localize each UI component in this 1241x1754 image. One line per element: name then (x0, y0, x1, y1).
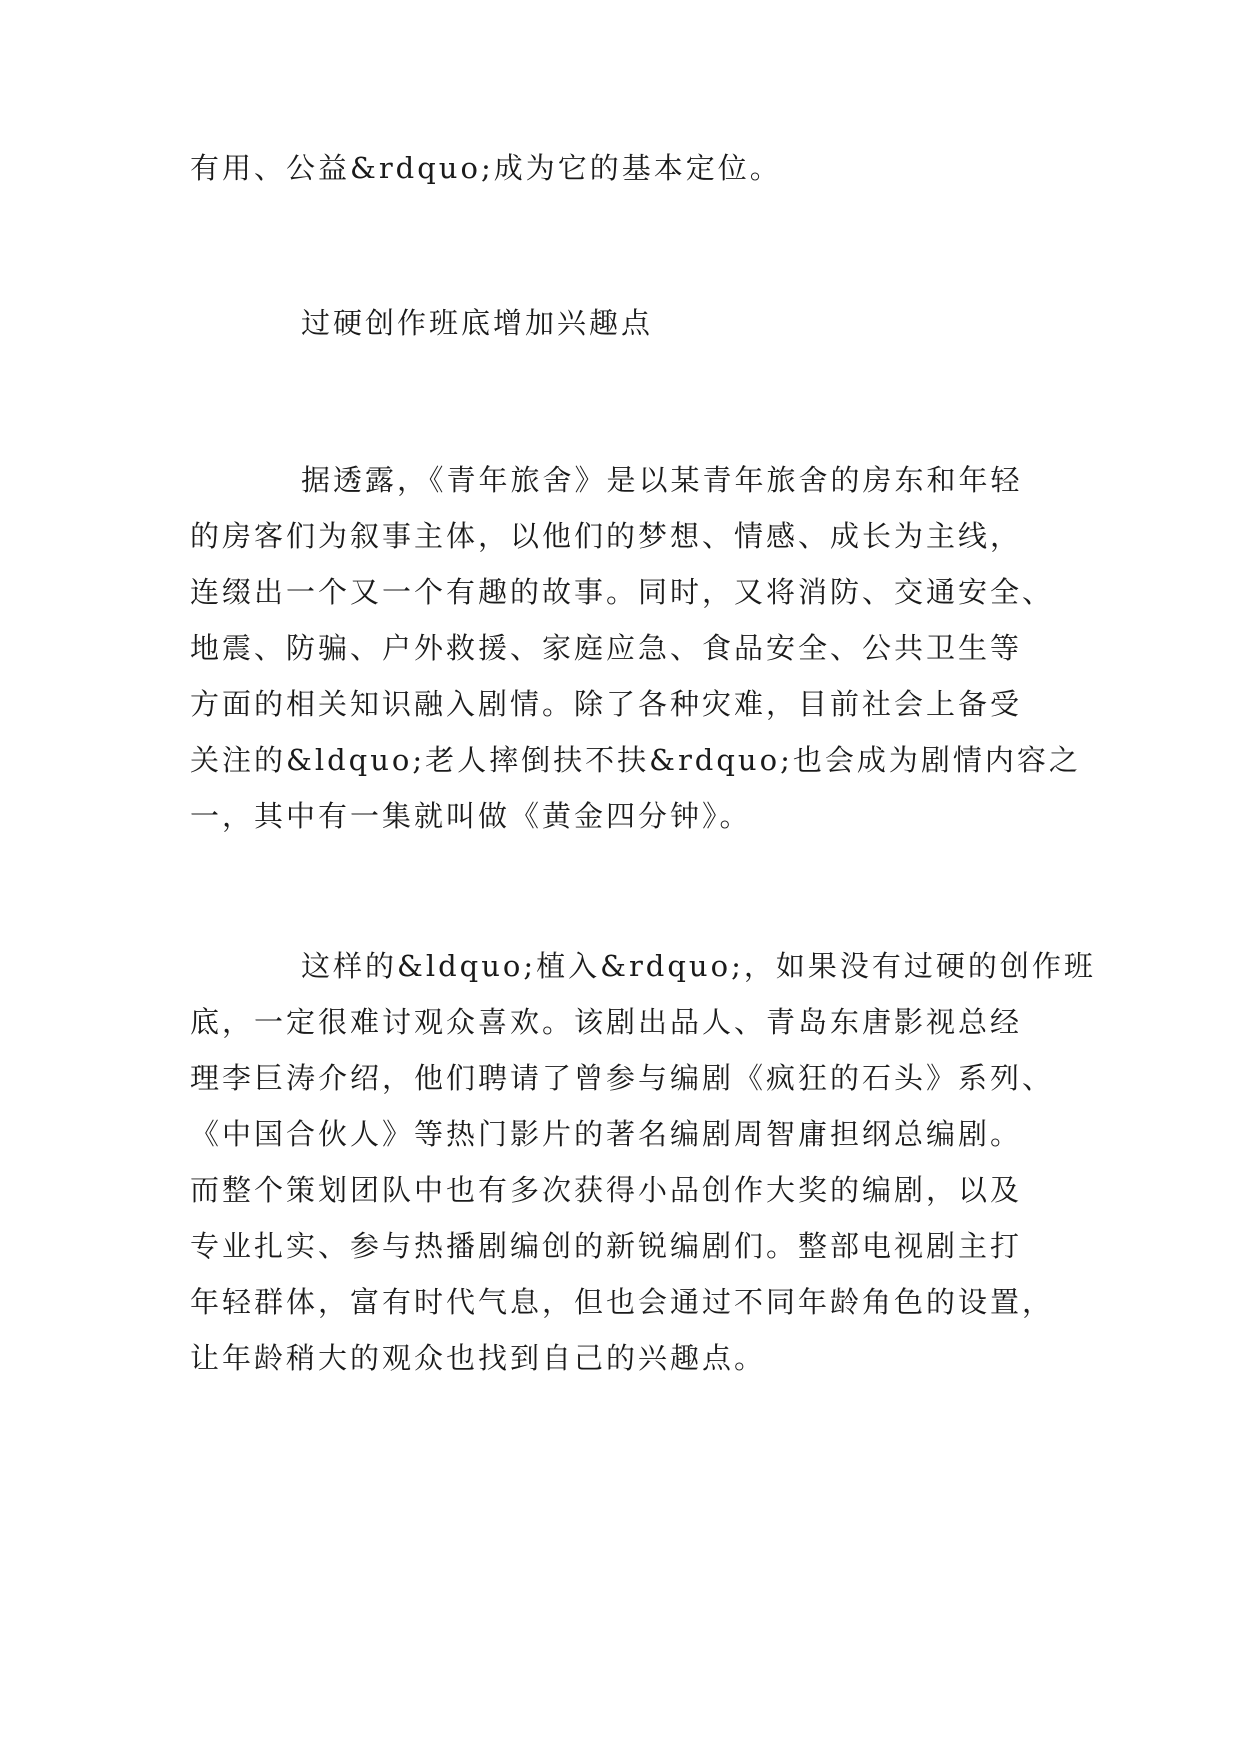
paragraph-1-line: 地震、防骗、户外救援、家庭应急、食品安全、公共卫生等 (190, 631, 1023, 665)
paragraph-2-line: 《中国合伙人》等热门影片的著名编剧周智庸担纲总编剧。 (190, 1117, 1023, 1151)
section-heading: 过硬创作班底增加兴趣点 (301, 306, 654, 340)
paragraph-1-line: 连缀出一个又一个有趣的故事。同时，又将消防、交通安全、 (190, 575, 1055, 609)
paragraph-2-line: 让年龄稍大的观众也找到自己的兴趣点。 (190, 1341, 767, 1375)
paragraph-2-line: 这样的&ldquo;植入&rdquo;，如果没有过硬的创作班 (301, 949, 1096, 983)
paragraph-1-line: 的房客们为叙事主体，以他们的梦想、情感、成长为主线， (190, 519, 1023, 553)
paragraph-1-line: 一，其中有一集就叫做《黄金四分钟》。 (190, 799, 752, 833)
paragraph-2-line: 专业扎实、参与热播剧编创的新锐编剧们。整部电视剧主打 (190, 1229, 1023, 1263)
paragraph-2-line: 而整个策划团队中也有多次获得小品创作大奖的编剧，以及 (190, 1173, 1023, 1207)
paragraph-2-line: 理李巨涛介绍，他们聘请了曾参与编剧《疯狂的石头》系列、 (190, 1061, 1055, 1095)
paragraph-2-line: 底，一定很难讨观众喜欢。该剧出品人、青岛东唐影视总经 (190, 1005, 1023, 1039)
paragraph-2-line: 年轻群体，富有时代气息，但也会通过不同年龄角色的设置， (190, 1285, 1055, 1319)
paragraph-1-line: 据透露，《青年旅舍》是以某青年旅舍的房东和年轻 (301, 463, 1023, 497)
paragraph-1-line: 关注的&ldquo;老人摔倒扶不扶&rdquo;也会成为剧情内容之 (190, 743, 1081, 777)
paragraph-intro-line: 有用、公益&rdquo;成为它的基本定位。 (190, 151, 782, 185)
paragraph-1-line: 方面的相关知识融入剧情。除了各种灾难，目前社会上备受 (190, 687, 1023, 721)
